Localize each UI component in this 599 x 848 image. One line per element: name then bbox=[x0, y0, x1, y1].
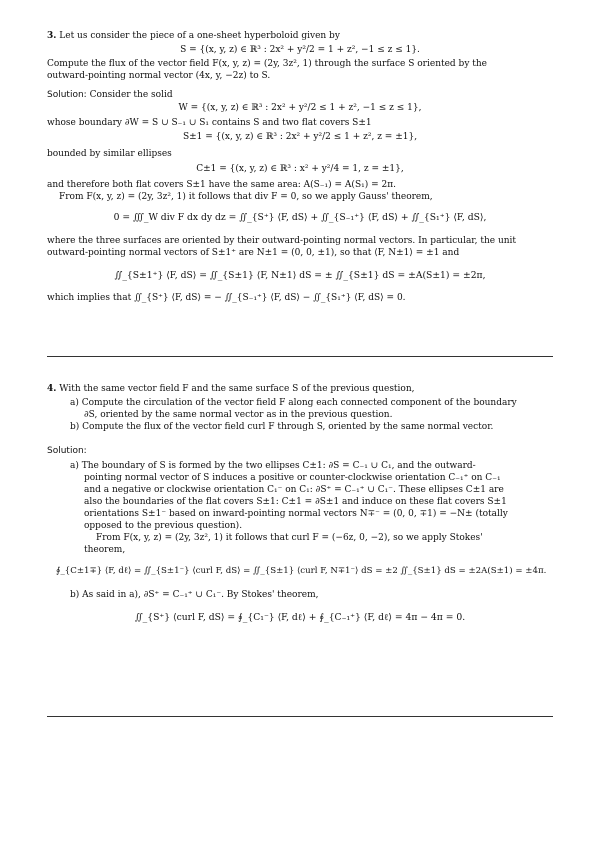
problem-3-set-w: W = {(x, y, z) ∈ ℝ³ : 2x² + y²/2 ≤ 1 + z², −1 ≤ z ≤ 1}, bbox=[178, 103, 422, 113]
problem-4-solution-a-line-5: orientations S±1⁻ based on inward-pointing normal vectors N∓⁻ = (0, 0, ∓1) = −N± (totally bbox=[84, 509, 508, 519]
problem-3-set-covers: S±1 = {(x, y, z) ∈ ℝ³ : 2x² + y²/2 ≤ 1 + z², z = ±1}, bbox=[182, 132, 418, 142]
problem-3-area-line: and therefore both flat covers S±1 have the same area: A(S₋₁) = A(S₁) = 2π. bbox=[47, 180, 396, 190]
problem-3-gauss-equation: 0 = ∭_W div F dx dy dz = ∬_{S⁺} ⟨F, dS⟩ + ∬_{S₋₁⁺} ⟨F, dS⟩ + ∬_{S₁⁺} ⟨F, dS⟩, bbox=[113, 212, 487, 223]
problem-3-statement-line-4: outward-pointing normal vector (4x, y, −2z) to S. bbox=[47, 71, 271, 81]
problem-3-ellipses-intro: bounded by similar ellipses bbox=[47, 149, 172, 159]
problem-4-statement-line-1: 4. With the same vector field F and the same surface S of the previous question, bbox=[47, 384, 415, 394]
section-divider bbox=[47, 356, 553, 357]
problem-4-final-equation: ∬_{S⁺} ⟨curl F, dS⟩ = ∮_{C₁⁻} ⟨F, dℓ⟩ + ∮_{C₋₁⁺} ⟨F, dℓ⟩ = 4π − 4π = 0. bbox=[134, 612, 466, 623]
problem-4-solution-a-line-2: pointing normal vector of S induces a positive or counter-clockwise orientation C₋₁⁺ on C₋₁ bbox=[84, 473, 501, 483]
problem-4-part-a: a) Compute the circulation of the vector field F along each connected component of the boundary bbox=[70, 398, 517, 408]
problem-3-divergence-line: From F(x, y, z) = (2y, 3z², 1) it follows that div F = 0, so we apply Gauss' theorem, bbox=[59, 192, 433, 202]
problem-4-stokes-equation: ∮_{C±1∓} ⟨F, dℓ⟩ = ∬_{S±1⁻} ⟨curl F, dS⟩ = ∬_{S±1} ⟨curl F, N∓1⁻⟩ dS = ±2 ∬_{S±1} dS = ±2A(S±1) = ±4π. bbox=[56, 566, 547, 576]
problem-3-solution-label: Solution: bbox=[47, 90, 87, 100]
problem-4-solution-a-line-3: and a negative or clockwise orientation C₁⁻ on C₁: ∂S⁺ = C₋₁⁺ ∪ C₁⁻. These ellipses C±1 are bbox=[84, 485, 504, 495]
problem-3-set-s: S = {(x, y, z) ∈ ℝ³ : 2x² + y²/2 = 1 + z², −1 ≤ z ≤ 1}. bbox=[180, 45, 420, 55]
problem-3-number: 3. bbox=[47, 31, 57, 41]
problem-3-conclusion: which implies that ∬_{S⁺} ⟨F, dS⟩ = − ∬_{S₋₁⁺} ⟨F, dS⟩ − ∬_{S₁⁺} ⟨F, dS⟩ = 0. bbox=[47, 293, 406, 303]
problem-3-statement-line-3: Compute the flux of the vector field F(x, y, z) = (2y, 3z², 1) through the surface S oriented by the bbox=[47, 59, 487, 69]
problem-3-statement-line-1: 3. Let us consider the piece of a one-sheet hyperboloid given by bbox=[47, 31, 340, 41]
problem-4-part-a-cont: ∂S, oriented by the same normal vector as in the previous question. bbox=[84, 410, 393, 420]
section-divider-bottom bbox=[47, 716, 553, 717]
problem-4-number: 4. bbox=[47, 384, 57, 394]
problem-4-solution-a-line-6: opposed to the previous question). bbox=[84, 521, 243, 531]
problem-3-orientation-line-1: where the three surfaces are oriented by their outward-pointing normal vectors. In particular, the unit bbox=[47, 236, 517, 246]
problem-3-cover-flux-equation: ∬_{S±1⁺} ⟨F, dS⟩ = ∬_{S±1} ⟨F, N±1⟩ dS = ± ∬_{S±1} dS = ±A(S±1) = ±2π, bbox=[114, 270, 486, 281]
problem-4-solution-a-line-4: also the boundaries of the flat covers S±1: C±1 = ∂S±1 and induce on these flat covers S±1 bbox=[84, 497, 507, 507]
problem-3-set-ellipses: C±1 = {(x, y, z) ∈ ℝ³ : x² + y²/4 = 1, z = ±1}, bbox=[196, 164, 404, 174]
problem-4-solution-a-line-1: a) The boundary of S is formed by the two ellipses C±1: ∂S = C₋₁ ∪ C₁, and the outward- bbox=[70, 461, 476, 471]
problem-3-solution-line-1: Solution: Consider the solid bbox=[47, 90, 173, 100]
problem-3-boundary-line: whose boundary ∂W = S ∪ S₋₁ ∪ S₁ contains S and two flat covers S±1 bbox=[47, 118, 372, 128]
problem-4-theorem-word: theorem, bbox=[84, 545, 126, 555]
problem-4-curl-line: From F(x, y, z) = (2y, 3z², 1) it follows that curl F = (−6z, 0, −2), so we apply Stokes' bbox=[96, 533, 483, 543]
problem-4-solution-label: Solution: bbox=[47, 446, 87, 456]
problem-4-part-b: b) Compute the flux of the vector field curl F through S, oriented by the same normal vector. bbox=[70, 422, 494, 432]
problem-3-orientation-line-2: outward-pointing normal vectors of S±1⁺ are N±1 = (0, 0, ±1), so that ⟨F, N±1⟩ = ±1 and bbox=[47, 248, 460, 258]
problem-4-solution-b-line: b) As said in a), ∂S⁺ = C₋₁⁺ ∪ C₁⁻. By Stokes' theorem, bbox=[70, 590, 319, 600]
